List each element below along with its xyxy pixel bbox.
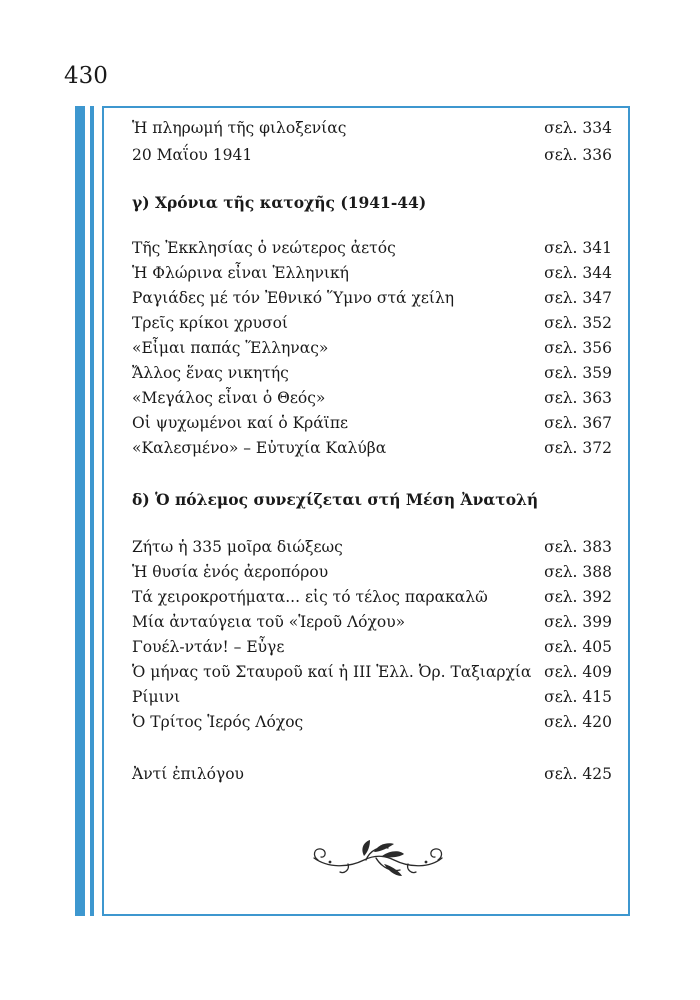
floral-vine-ornament-icon [308,838,448,882]
toc-entry-page: σελ. 341 [544,239,612,257]
toc-frame [102,106,630,916]
toc-entry-title: «Καλεσμένο» – Εὐτυχία Καλύβα [132,439,387,457]
toc-entry-page: σελ. 344 [544,264,612,282]
toc-entry-title: Ἀντί ἐπιλόγου [132,765,244,783]
toc-entry [132,413,612,433]
toc-entry-title: Οἱ ψυχωμένοι καί ὁ Κράϊπε [132,414,349,432]
section-heading: δ) Ὁ πόλεμος συνεχίζεται στή Μέση Ἀνατολή [132,490,539,509]
toc-entry-title: Ζήτω ἡ 335 μοῖρα διώξεως [132,538,343,556]
toc-entry [132,438,612,458]
toc-entry [132,687,612,707]
toc-entry-page: σελ. 392 [544,588,612,606]
toc-entry [132,118,612,138]
toc-entry-title: «Εἶμαι παπάς Ἕλληνας» [132,339,329,357]
toc-entry-title: Ρίμινι [132,688,181,706]
toc-entry-page: σελ. 336 [544,146,612,164]
toc-entry-title: Τῆς Ἐκκλησίας ὁ νεώτερος ἀετός [132,239,396,257]
toc-entry [132,637,612,657]
toc-entry-title: «Μεγάλος εἶναι ὁ Θεός» [132,389,326,407]
toc-entry-title: Ἄλλος ἕνας νικητής [132,364,289,382]
toc-entry [132,612,612,632]
toc-entry-page: σελ. 405 [544,638,612,656]
toc-entry-page: σελ. 388 [544,563,612,581]
toc-entry [132,537,612,557]
toc-entry-title: Ὁ Τρίτος Ἱερός Λόχος [132,713,304,731]
toc-entry-title: Μία ἀνταύγεια τοῦ «Ἱεροῦ Λόχου» [132,613,406,631]
toc-entry-page: σελ. 415 [544,688,612,706]
toc-entry-page: σελ. 334 [544,119,612,137]
toc-entry [132,764,612,784]
toc-entry [132,313,612,333]
toc-entry-title: 20 Μαΐου 1941 [132,146,253,164]
toc-entry [132,238,612,258]
decorative-bar-thin [90,106,94,916]
toc-entry-page: σελ. 352 [544,314,612,332]
toc-entry-page: σελ. 347 [544,289,612,307]
toc-entry-page: σελ. 409 [544,663,612,681]
toc-entry-title: Ἡ θυσία ἑνός ἀεροπόρου [132,563,329,581]
toc-entry [132,288,612,308]
toc-entry [132,388,612,408]
toc-entry-title: Ραγιάδες μέ τόν Ἐθνικό Ὕμνο στά χείλη [132,289,455,307]
toc-entry-page: σελ. 425 [544,765,612,783]
section-heading: γ) Χρόνια τῆς κατοχῆς (1941-44) [132,193,427,212]
toc-entry-title: Γουέλ-ντάν! – Εὖγε [132,638,285,656]
decorative-bar-thick [75,106,85,916]
toc-entry [132,662,612,682]
toc-entry [132,587,612,607]
toc-entry [132,263,612,283]
toc-entry-page: σελ. 383 [544,538,612,556]
toc-entry [132,338,612,358]
toc-entry [132,562,612,582]
page-number: 430 [64,63,108,89]
toc-entry [132,145,612,165]
toc-entry-page: σελ. 372 [544,439,612,457]
toc-entry-page: σελ. 367 [544,414,612,432]
toc-entry-title: Τρεῖς κρίκοι χρυσοί [132,314,288,332]
toc-entry [132,363,612,383]
toc-entry-title: Ὁ μήνας τοῦ Σταυροῦ καί ἡ ΙΙΙ Ἑλλ. Ὀρ. Ταξιαρχία [132,663,532,681]
toc-entry-page: σελ. 356 [544,339,612,357]
toc-entry [132,712,612,732]
toc-entry-title: Ἡ Φλώρινα εἶναι Ἑλληνική [132,264,349,282]
toc-entry-title: Ἡ πληρωμή τῆς φιλοξενίας [132,119,347,137]
toc-entry-page: σελ. 363 [544,389,612,407]
toc-entry-page: σελ. 420 [544,713,612,731]
toc-entry-page: σελ. 359 [544,364,612,382]
toc-entry-title: Τά χειροκροτήματα... εἰς τό τέλος παρακαλῶ [132,588,488,606]
toc-entry-page: σελ. 399 [544,613,612,631]
